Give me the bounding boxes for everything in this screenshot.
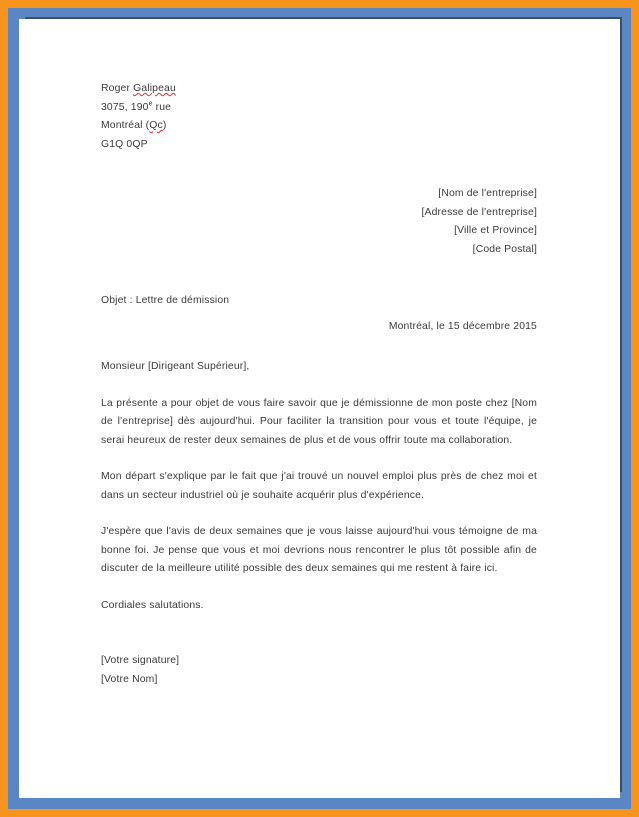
sender-city: Montréal ( (101, 120, 150, 131)
spacer-sender-company (101, 154, 537, 185)
sender-city-close-paren: ) (162, 120, 167, 131)
sender-city-line (101, 117, 537, 136)
spacer-paragraph-closing (101, 579, 537, 597)
body-paragraph-2: Mon départ s'explique par le fait que j'ai trouvé un nouvel emploi plus près de chez moi et dans un secteur industriel où je souhaite acquérir plus d'expérience. (101, 471, 537, 501)
sender-address-block (101, 80, 537, 154)
recipient-address-block (101, 185, 537, 259)
recipient-postal-code: [Code Postal] (472, 243, 537, 255)
closing-line: Cordiales salutations. (101, 599, 204, 611)
letter-content (101, 80, 537, 689)
spacer-date-salutation (101, 336, 537, 358)
salutation-line: Monsieur [Dirigeant Supérieur], (101, 361, 250, 372)
sender-street-ordinal: e (148, 100, 153, 108)
sender-street-number: 3075, 190 (101, 101, 149, 113)
subject-line: Objet : Lettre de démission (101, 295, 230, 306)
spacer-subject-date (101, 311, 537, 318)
sender-first-name: Roger (101, 83, 134, 94)
recipient-company-name: [Nom de l'entreprise] (438, 188, 537, 199)
sender-street-line (101, 99, 537, 118)
sender-last-name: Galipeau (133, 83, 176, 94)
sender-name-line (101, 80, 537, 99)
recipient-company-address: [Adresse de l'entreprise] (421, 206, 537, 218)
spacer-closing-signature (101, 615, 537, 652)
body-paragraph-3: J'espère que l'avis de deux semaines que je vous laisse aujourd'hui vous témoigne de ma bonne foi. Je pense que vous et moi devrions nous rencontrer le plus tôt possible afin de discuter de la meilleure utilité possible des deux semaines qui me restent à faire ici. (101, 526, 537, 574)
signature-placeholder: [Votre signature] (101, 655, 180, 666)
body-paragraph-1: La présente a pour objet de vous faire savoir que je démissionne de mon poste chez [Nom de l'entreprise] dès aujourd'hui. Pour faciliter la transition pour vous et toute l'équipe, je serai heureux de rester deux semaines de plus et de vous offrir toute ma collaboration. (101, 397, 537, 446)
sender-street-type: rue (152, 101, 172, 113)
letter-page (19, 19, 620, 798)
date-line: Montréal, le 15 décembre 2015 (388, 320, 537, 332)
spacer-company-subject (101, 259, 537, 292)
spacer-paragraph-1-2 (101, 450, 537, 468)
spacer-salutation-body (101, 377, 537, 395)
spacer-paragraph-2-3 (101, 505, 537, 523)
recipient-city-province: [Ville et Province] (454, 225, 537, 236)
signature-block (101, 652, 537, 689)
name-placeholder: [Votre Nom] (101, 673, 158, 685)
sender-province: Qc (149, 120, 163, 131)
sender-postal-code: G1Q 0QP (101, 138, 148, 150)
